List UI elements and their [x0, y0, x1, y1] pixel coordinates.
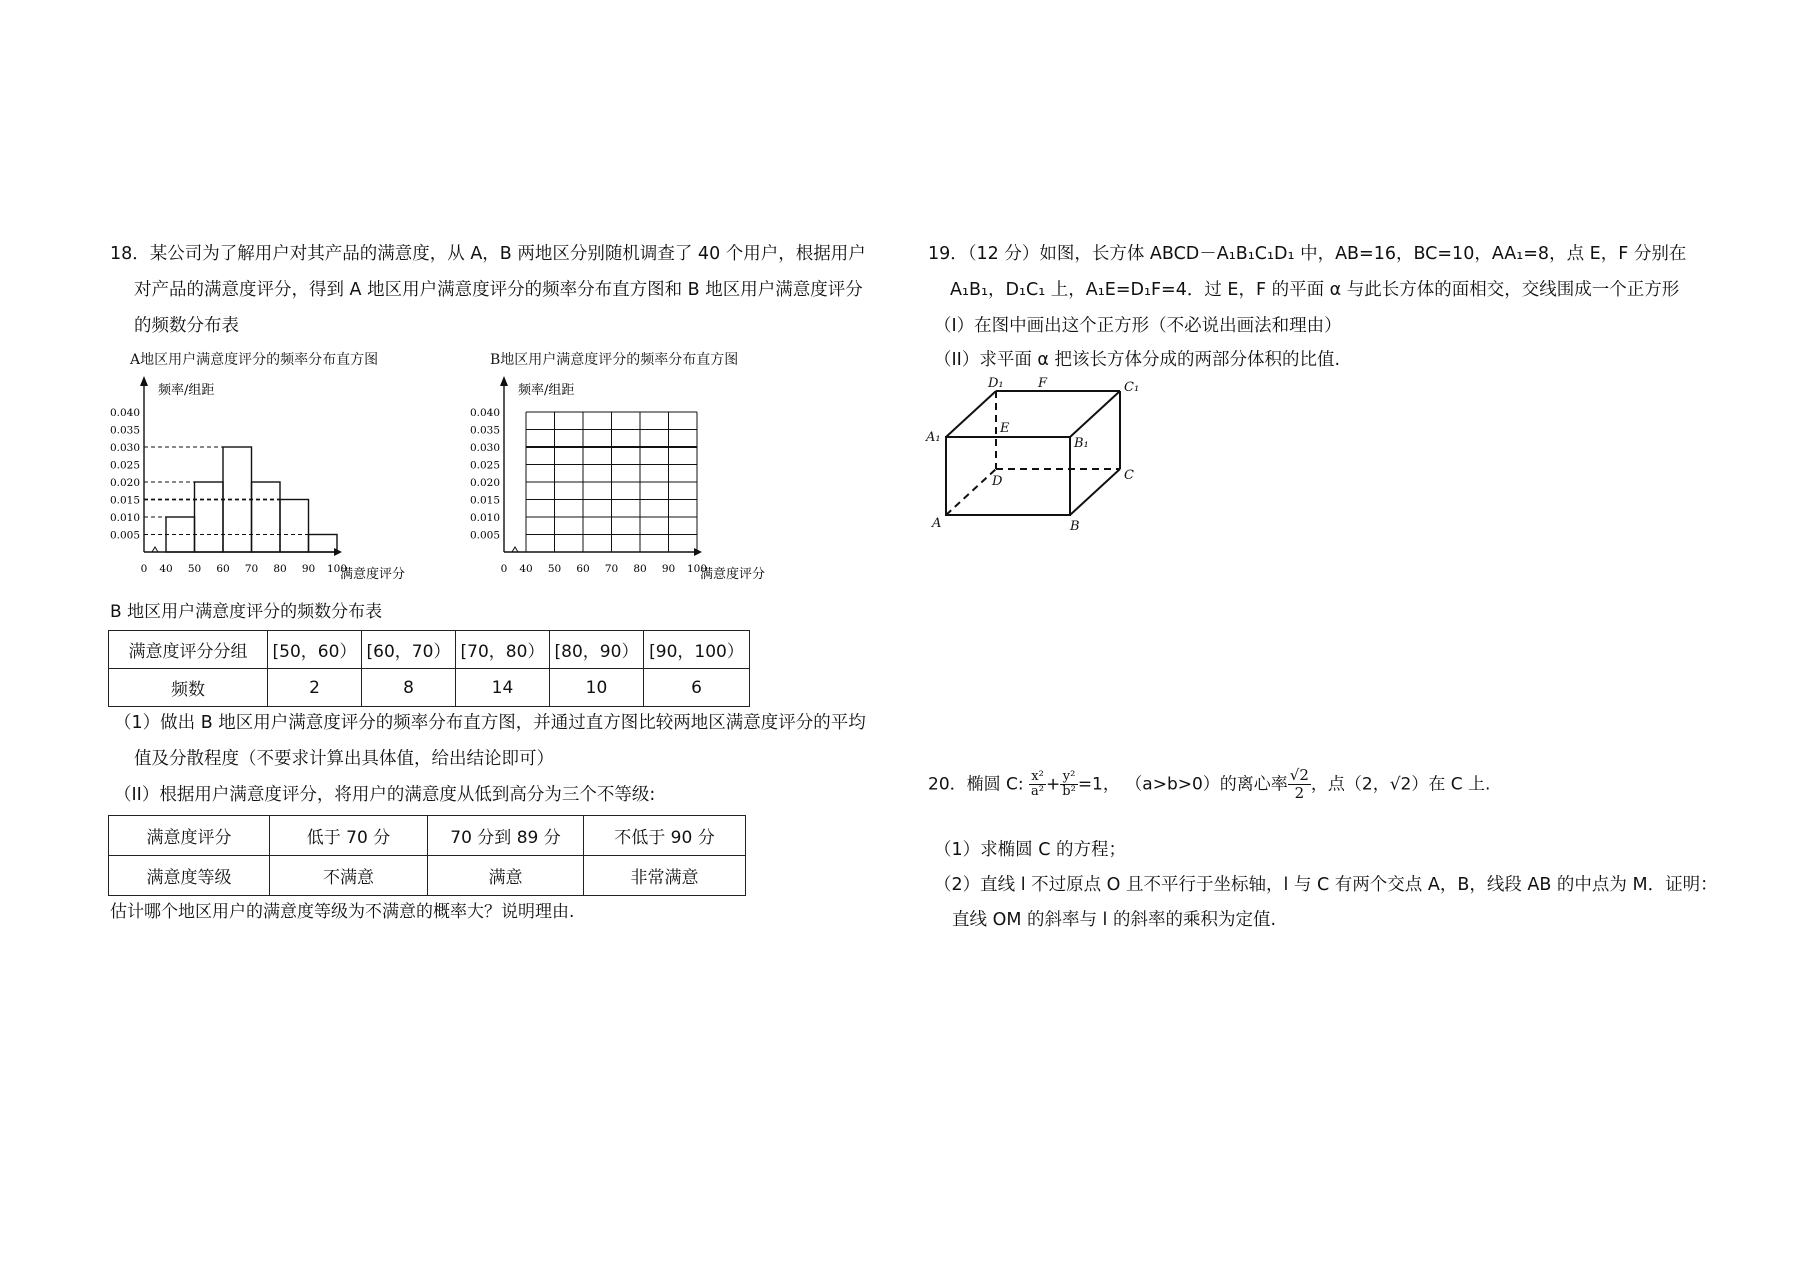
q18-stem-line3: 的频数分布表	[134, 316, 239, 336]
x-tick-label: 40	[519, 563, 533, 575]
y-tick-label: 0.020	[469, 477, 500, 489]
q20-part2-line1: （2）直线 l 不过原点 O 且不平行于坐标轴，l 与 C 有两个交点 A，B，线段 AB 的中点为 M．证明：	[934, 875, 1718, 895]
label-e: E	[1000, 421, 1010, 436]
table1-cell: 2	[268, 669, 362, 707]
q19-part-ii: （II）求平面 α 把该长方体分成的两部分体积的比值.	[934, 350, 1341, 370]
table2-cell: 满意度等级	[109, 856, 270, 896]
table1-cell: 8	[362, 669, 456, 707]
y-tick-label: 0.040	[109, 407, 140, 419]
q19-part-i: （I）在图中画出这个正方形（不必说出画法和理由）	[934, 316, 1342, 336]
q19-line1: 19．（12 分）如图，长方体 ABCD－A₁B₁C₁D₁ 中，AB=16，BC=10，AA₁=8，点 E，F 分别在	[928, 244, 1687, 264]
cuboid-edge	[1070, 391, 1120, 437]
x-tick-label: 90	[661, 563, 676, 575]
x-tick-label: 0	[500, 563, 508, 575]
x-tick-label: 50	[547, 563, 562, 575]
x-axis-label: 满意度评分	[700, 567, 766, 582]
y-tick-label: 0.005	[469, 529, 500, 542]
frac-num-y2: y²	[1060, 770, 1078, 785]
chart-b-histogram	[468, 372, 818, 584]
y-axis-arrow	[500, 376, 508, 386]
histogram-bar	[195, 482, 224, 552]
label-b: B	[1070, 519, 1080, 534]
cuboid-edge	[946, 391, 996, 437]
table1-header: 满意度评分分组	[109, 631, 268, 669]
q18-part1-line1: （1）做出 B 地区用户满意度评分的频率分布直方图，并通过直方图比较两地区满意度评分的平均	[114, 713, 866, 733]
q18-part2: （II）根据用户满意度评分，将用户的满意度从低到高分为三个不等级:	[114, 785, 656, 805]
label-a1: A₁	[926, 430, 941, 445]
q20-part1: （1）求椭圆 C 的方程；	[934, 840, 1126, 860]
chart-b-title: B地区用户满意度评分的频率分布直方图	[490, 352, 739, 368]
y-tick-label: 0.015	[109, 494, 140, 507]
table1-cell: 10	[550, 669, 644, 707]
cuboid-edge	[1070, 469, 1120, 515]
q20-part2-line2: 直线 OM 的斜率与 l 的斜率的乘积为定值.	[952, 910, 1277, 930]
y-tick-label: 0.025	[469, 459, 500, 472]
axis-break-mark	[512, 547, 518, 552]
x-tick-label: 80	[273, 563, 287, 575]
q18-part1-line2: 值及分散程度（不要求计算出具体值，给出结论即可）	[134, 749, 554, 769]
q18-final: 估计哪个地区用户的满意度等级为不满意的概率大？说明理由.	[110, 902, 575, 922]
table1-cell: 频数	[109, 669, 268, 707]
q20-condition: （a>b>0）的离心率	[1125, 774, 1288, 795]
x-tick-label: 0	[140, 563, 148, 575]
y-tick-label: 0.020	[109, 477, 140, 489]
cuboid-front-face	[946, 437, 1070, 515]
frac-den-2: 2	[1294, 784, 1305, 802]
table2-header: 低于 70 分	[270, 816, 428, 856]
frac-den-b2: b²	[1062, 784, 1076, 799]
label-d: D	[992, 474, 1003, 489]
plus-sign: +	[1046, 774, 1061, 795]
y-axis-label: 频率/组距	[158, 383, 215, 398]
label-f: F	[1038, 376, 1048, 391]
y-tick-label: 0.010	[469, 512, 500, 524]
table2-cell: 非常满意	[584, 856, 746, 896]
table1-caption: B 地区用户满意度评分的频数分布表	[110, 602, 383, 622]
y-tick-label: 0.035	[109, 424, 140, 437]
frac-num-x2: x²	[1029, 770, 1046, 785]
frac-den-a2: a²	[1031, 784, 1045, 799]
y-axis-label: 频率/组距	[518, 383, 575, 398]
q18-stem-line1: 18．某公司为了解用户对其产品的满意度，从 A，B 两地区分别随机调查了 40 个用户，根据用户	[110, 244, 866, 264]
table1-cell: 6	[644, 669, 750, 707]
histogram-bar	[309, 535, 338, 553]
label-c: C	[1124, 468, 1134, 483]
y-tick-label: 0.030	[469, 442, 500, 454]
cuboid-figure	[920, 375, 1160, 535]
x-axis-label: 满意度评分	[340, 567, 406, 582]
chart-a-histogram	[108, 372, 458, 584]
fraction-y2-b2	[1060, 770, 1078, 799]
q20-prefix: 20．椭圆 C:	[928, 774, 1024, 795]
x-tick-label: 40	[159, 563, 173, 575]
cuboid-hidden-edge	[946, 469, 996, 515]
y-tick-label: 0.030	[109, 442, 140, 454]
q19-line2: A₁B₁，D₁C₁ 上，A₁E=D₁F=4．过 E，F 的平面 α 与此长方体的面相交，交线围成一个正方形	[950, 280, 1680, 300]
frequency-table	[108, 630, 750, 707]
label-c1: C₁	[1124, 380, 1140, 395]
table2-header: 不低于 90 分	[584, 816, 746, 856]
q18-stem-line2: 对产品的满意度评分，得到 A 地区用户满意度评分的频率分布直方图和 B 地区用户满意度评分	[134, 280, 863, 300]
table1-header: [80，90）	[550, 631, 644, 669]
table1-header: [50，60）	[268, 631, 362, 669]
table1-cell: 14	[456, 669, 550, 707]
label-b1: B₁	[1074, 436, 1089, 451]
x-tick-label: 100	[686, 563, 708, 575]
y-tick-label: 0.040	[469, 407, 500, 419]
x-tick-label: 100	[326, 563, 348, 575]
y-tick-label: 0.010	[109, 512, 140, 524]
axis-break-mark	[152, 547, 158, 552]
grade-table	[108, 815, 746, 896]
table1-header: [90，100）	[644, 631, 750, 669]
x-tick-label: 90	[301, 563, 316, 575]
fraction-x2-a2	[1029, 770, 1046, 799]
histogram-bar	[252, 482, 281, 552]
fraction-eccentricity	[1288, 767, 1311, 802]
x-tick-label: 60	[216, 563, 230, 575]
label-a: A	[932, 516, 942, 531]
equals-one: =1，	[1077, 774, 1120, 795]
x-axis-arrow	[694, 548, 702, 556]
y-tick-label: 0.035	[469, 424, 500, 437]
label-d1: D₁	[988, 376, 1004, 391]
y-tick-label: 0.025	[109, 459, 140, 472]
table2-header: 70 分到 89 分	[428, 816, 584, 856]
histogram-bar	[280, 500, 309, 553]
table2-cell: 满意	[428, 856, 584, 896]
x-tick-label: 70	[244, 563, 259, 575]
q20-point: ，点（2，√2）在 C 上.	[1310, 774, 1491, 795]
chart-a-title: A地区用户满意度评分的频率分布直方图	[130, 352, 379, 368]
x-tick-label: 60	[576, 563, 590, 575]
table1-header: [60，70）	[362, 631, 456, 669]
x-tick-label: 70	[604, 563, 619, 575]
y-axis-arrow	[140, 376, 148, 386]
x-tick-label: 50	[187, 563, 202, 575]
table2-cell: 不满意	[270, 856, 428, 896]
table2-header: 满意度评分	[109, 816, 270, 856]
y-tick-label: 0.015	[469, 494, 500, 507]
y-tick-label: 0.005	[109, 529, 140, 542]
table1-header: [70，80）	[456, 631, 550, 669]
frac-num-sqrt2: √2	[1289, 766, 1309, 784]
x-tick-label: 80	[633, 563, 647, 575]
q20-stem	[928, 767, 1490, 802]
